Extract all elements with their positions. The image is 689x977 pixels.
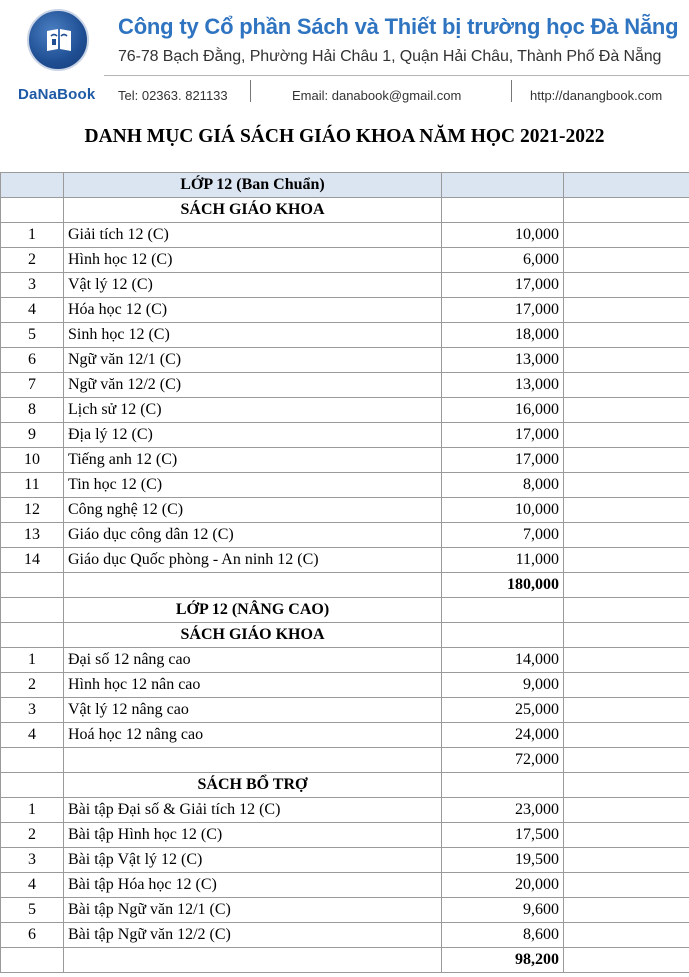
row-number: 13 [1,523,64,548]
price-table [0,172,689,973]
table-row [1,873,689,898]
empty-cell [564,473,689,498]
empty-cell [564,623,689,648]
empty-cell [564,448,689,473]
empty-cell [564,398,689,423]
book-title: Giáo dục công dân 12 (C) [64,523,442,548]
total-row [1,748,689,773]
empty-cell [564,798,689,823]
book-price: 9,000 [442,673,564,698]
company-email: Email: danabook@gmail.com [292,88,462,103]
book-price: 18,000 [442,323,564,348]
row-number: 11 [1,473,64,498]
empty-cell [564,923,689,948]
empty-cell [564,273,689,298]
section-header-row [1,598,689,623]
empty-cell [564,373,689,398]
table-row [1,373,689,398]
empty-cell [564,748,689,773]
book-price: 7,000 [442,523,564,548]
empty-cell [564,673,689,698]
row-number: 6 [1,923,64,948]
row-number: 1 [1,223,64,248]
row-number: 4 [1,873,64,898]
book-title: Ngữ văn 12/1 (C) [64,348,442,373]
company-phone: Tel: 02363. 821133 [118,88,228,103]
total-price: 98,200 [442,948,564,973]
empty-cell [564,423,689,448]
empty-cell [442,198,564,223]
empty-cell [442,173,564,198]
empty-cell [564,498,689,523]
section-title: SÁCH GIÁO KHOA [64,198,442,223]
book-title: Tin học 12 (C) [64,473,442,498]
empty-cell [564,348,689,373]
row-number: 3 [1,848,64,873]
company-address: 76-78 Bạch Đằng, Phường Hải Châu 1, Quận Hải Châu, Thành Phố Đà Nẵng [118,48,662,65]
company-website: http://danangbook.com [530,88,663,103]
row-number: 1 [1,648,64,673]
empty-cell [564,323,689,348]
table-row [1,448,689,473]
book-title: Đại số 12 nâng cao [64,648,442,673]
book-title: Bài tập Hình học 12 (C) [64,823,442,848]
book-title: Bài tập Đại số & Giải tích 12 (C) [64,798,442,823]
header-divider [104,75,689,76]
row-number: 5 [1,323,64,348]
table-row [1,498,689,523]
section-header-row [1,173,689,198]
table-row [1,698,689,723]
book-title: Bài tập Ngữ văn 12/2 (C) [64,923,442,948]
table-row [1,898,689,923]
empty-cell [564,523,689,548]
empty-cell [564,873,689,898]
book-price: 17,000 [442,273,564,298]
book-title: Tiếng anh 12 (C) [64,448,442,473]
row-number: 12 [1,498,64,523]
table-row [1,673,689,698]
empty-cell [564,223,689,248]
row-number: 1 [1,798,64,823]
row-number: 3 [1,273,64,298]
book-title: Hình học 12 nân cao [64,673,442,698]
book-price: 20,000 [442,873,564,898]
book-price: 25,000 [442,698,564,723]
book-title: Sinh học 12 (C) [64,323,442,348]
book-title: Công nghệ 12 (C) [64,498,442,523]
book-price: 13,000 [442,348,564,373]
empty-cell [564,948,689,973]
row-number: 4 [1,723,64,748]
book-price: 8,600 [442,923,564,948]
book-title: Địa lý 12 (C) [64,423,442,448]
empty-cell [564,698,689,723]
empty-cell [564,823,689,848]
empty-cell [1,623,64,648]
book-price: 23,000 [442,798,564,823]
book-price: 16,000 [442,398,564,423]
book-price: 9,600 [442,898,564,923]
table-row [1,648,689,673]
book-title: Hình học 12 (C) [64,248,442,273]
row-number: 4 [1,298,64,323]
section-title: SÁCH BỔ TRỢ [64,773,442,798]
table-row [1,923,689,948]
book-title: Hóa học 12 (C) [64,298,442,323]
section-header-row [1,623,689,648]
row-number: 9 [1,423,64,448]
book-title: Giải tích 12 (C) [64,223,442,248]
empty-cell [564,723,689,748]
book-price: 13,000 [442,373,564,398]
book-price: 17,000 [442,298,564,323]
contact-separator [250,80,251,102]
book-price: 14,000 [442,648,564,673]
book-price: 17,500 [442,823,564,848]
section-title: LỚP 12 (Ban Chuẩn) [64,173,442,198]
table-row [1,298,689,323]
total-price: 72,000 [442,748,564,773]
table-row [1,823,689,848]
row-number: 7 [1,373,64,398]
book-title: Hoá học 12 nâng cao [64,723,442,748]
table-row [1,348,689,373]
row-number: 3 [1,698,64,723]
table-row [1,323,689,348]
empty-cell [442,598,564,623]
book-title: Vật lý 12 nâng cao [64,698,442,723]
document-title: DANH MỤC GIÁ SÁCH GIÁO KHOA NĂM HỌC 2021-2022 [84,126,605,147]
book-icon [45,27,73,53]
book-title: Giáo dục Quốc phòng - An ninh 12 (C) [64,548,442,573]
empty-cell [64,948,442,973]
book-price: 24,000 [442,723,564,748]
book-title: Bài tập Vật lý 12 (C) [64,848,442,873]
book-title: Lịch sử 12 (C) [64,398,442,423]
empty-cell [1,173,64,198]
book-title: Bài tập Ngữ văn 12/1 (C) [64,898,442,923]
table-row [1,223,689,248]
row-number: 6 [1,348,64,373]
empty-cell [564,848,689,873]
book-price: 10,000 [442,498,564,523]
empty-cell [564,598,689,623]
table-row [1,423,689,448]
empty-cell [564,573,689,598]
row-number: 2 [1,823,64,848]
book-title: Bài tập Hóa học 12 (C) [64,873,442,898]
book-price: 17,000 [442,448,564,473]
empty-cell [564,198,689,223]
danabook-logo [27,9,89,71]
book-price: 17,000 [442,423,564,448]
book-price: 11,000 [442,548,564,573]
book-title: Ngữ văn 12/2 (C) [64,373,442,398]
table-row [1,398,689,423]
book-title: Vật lý 12 (C) [64,273,442,298]
book-price: 8,000 [442,473,564,498]
table-row [1,523,689,548]
empty-cell [564,173,689,198]
logo-text: DaNaBook [18,86,96,103]
empty-cell [564,648,689,673]
book-price: 6,000 [442,248,564,273]
row-number: 8 [1,398,64,423]
table-row [1,798,689,823]
company-name: Công ty Cổ phần Sách và Thiết bị trường học Đà Nẵng [118,14,679,39]
empty-cell [1,573,64,598]
book-price: 10,000 [442,223,564,248]
empty-cell [564,248,689,273]
section-header-row [1,773,689,798]
total-price: 180,000 [442,573,564,598]
empty-cell [1,773,64,798]
empty-cell [442,623,564,648]
empty-cell [1,748,64,773]
total-row [1,573,689,598]
price-table-body [1,173,689,973]
empty-cell [1,598,64,623]
table-row [1,848,689,873]
section-title: SÁCH GIÁO KHOA [64,623,442,648]
table-row [1,473,689,498]
row-number: 2 [1,248,64,273]
table-row [1,248,689,273]
table-row [1,723,689,748]
book-price: 19,500 [442,848,564,873]
table-row [1,273,689,298]
empty-cell [564,773,689,798]
total-row [1,948,689,973]
section-title: LỚP 12 (NÂNG CAO) [64,598,442,623]
row-number: 5 [1,898,64,923]
empty-cell [564,548,689,573]
empty-cell [564,298,689,323]
row-number: 14 [1,548,64,573]
row-number: 2 [1,673,64,698]
contact-separator [511,80,512,102]
section-header-row [1,198,689,223]
empty-cell [1,948,64,973]
empty-cell [564,898,689,923]
row-number: 10 [1,448,64,473]
empty-cell [1,198,64,223]
empty-cell [64,748,442,773]
letterhead [0,0,689,112]
table-row [1,548,689,573]
empty-cell [442,773,564,798]
empty-cell [64,573,442,598]
